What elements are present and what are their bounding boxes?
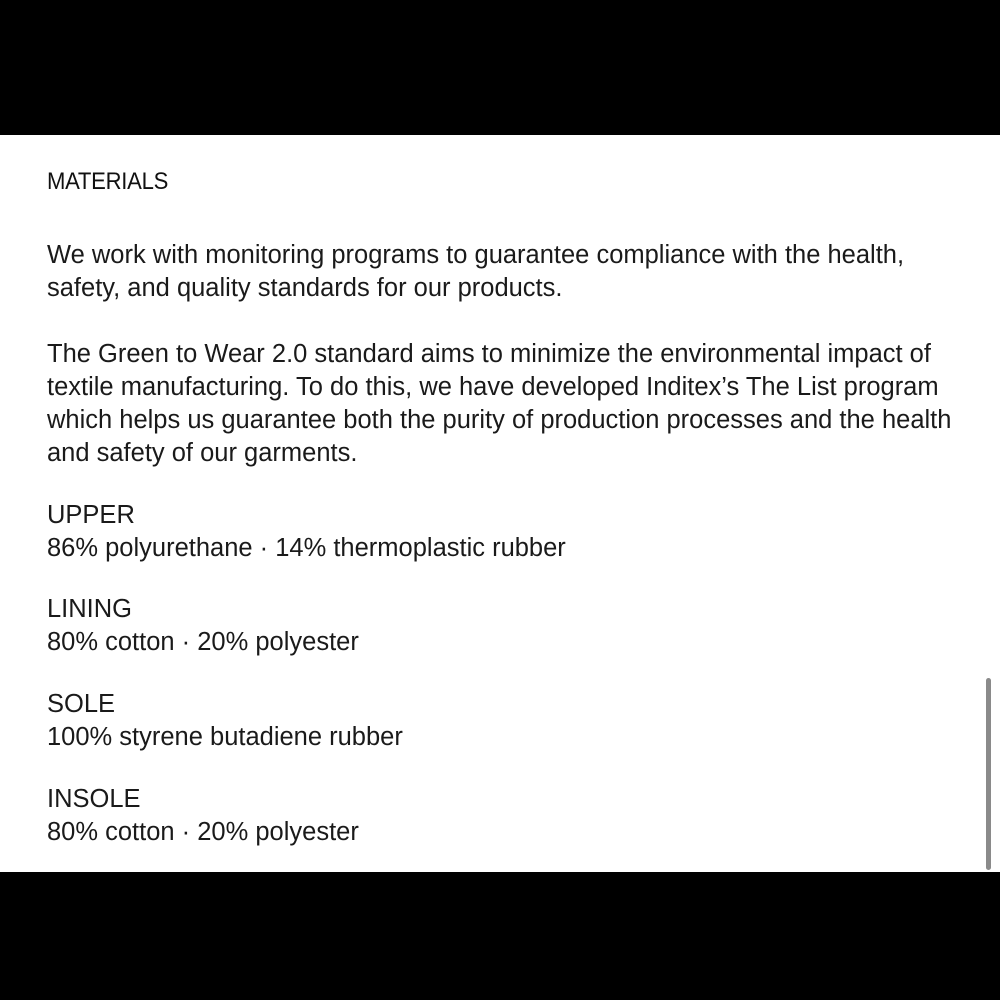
material-part-label: SOLE	[47, 690, 116, 718]
material-item-insole	[47, 783, 359, 849]
material-item-upper	[47, 499, 566, 565]
top-black-bar	[0, 0, 1000, 135]
monitoring-paragraph: We work with monitoring programs to guarantee compliance with the health, safety, and quality standards for our products.	[47, 241, 905, 302]
materials-heading: MATERIALS	[47, 168, 169, 195]
material-composition: 100% styrene butadiene rubber	[47, 723, 403, 751]
material-part-label: INSOLE	[47, 785, 141, 813]
material-item-lining	[47, 593, 359, 659]
material-composition: 80% cotton · 20% polyester	[47, 818, 359, 846]
green-to-wear-paragraph: The Green to Wear 2.0 standard aims to minimize the environmental impact of textile manufacturing. To do this, we have developed Inditex’s The List program which helps us guarantee both the purity of production processes and the health and safety of our garments.	[47, 340, 952, 467]
materials-panel	[0, 135, 1000, 872]
material-item-sole	[47, 688, 403, 754]
material-part-label: LINING	[47, 595, 133, 623]
bottom-black-bar	[0, 872, 1000, 1000]
material-composition: 80% cotton · 20% polyester	[47, 628, 359, 656]
material-part-label: UPPER	[47, 501, 135, 529]
material-composition: 86% polyurethane · 14% thermoplastic rubber	[47, 534, 566, 562]
vertical-scrollbar[interactable]	[986, 678, 991, 870]
